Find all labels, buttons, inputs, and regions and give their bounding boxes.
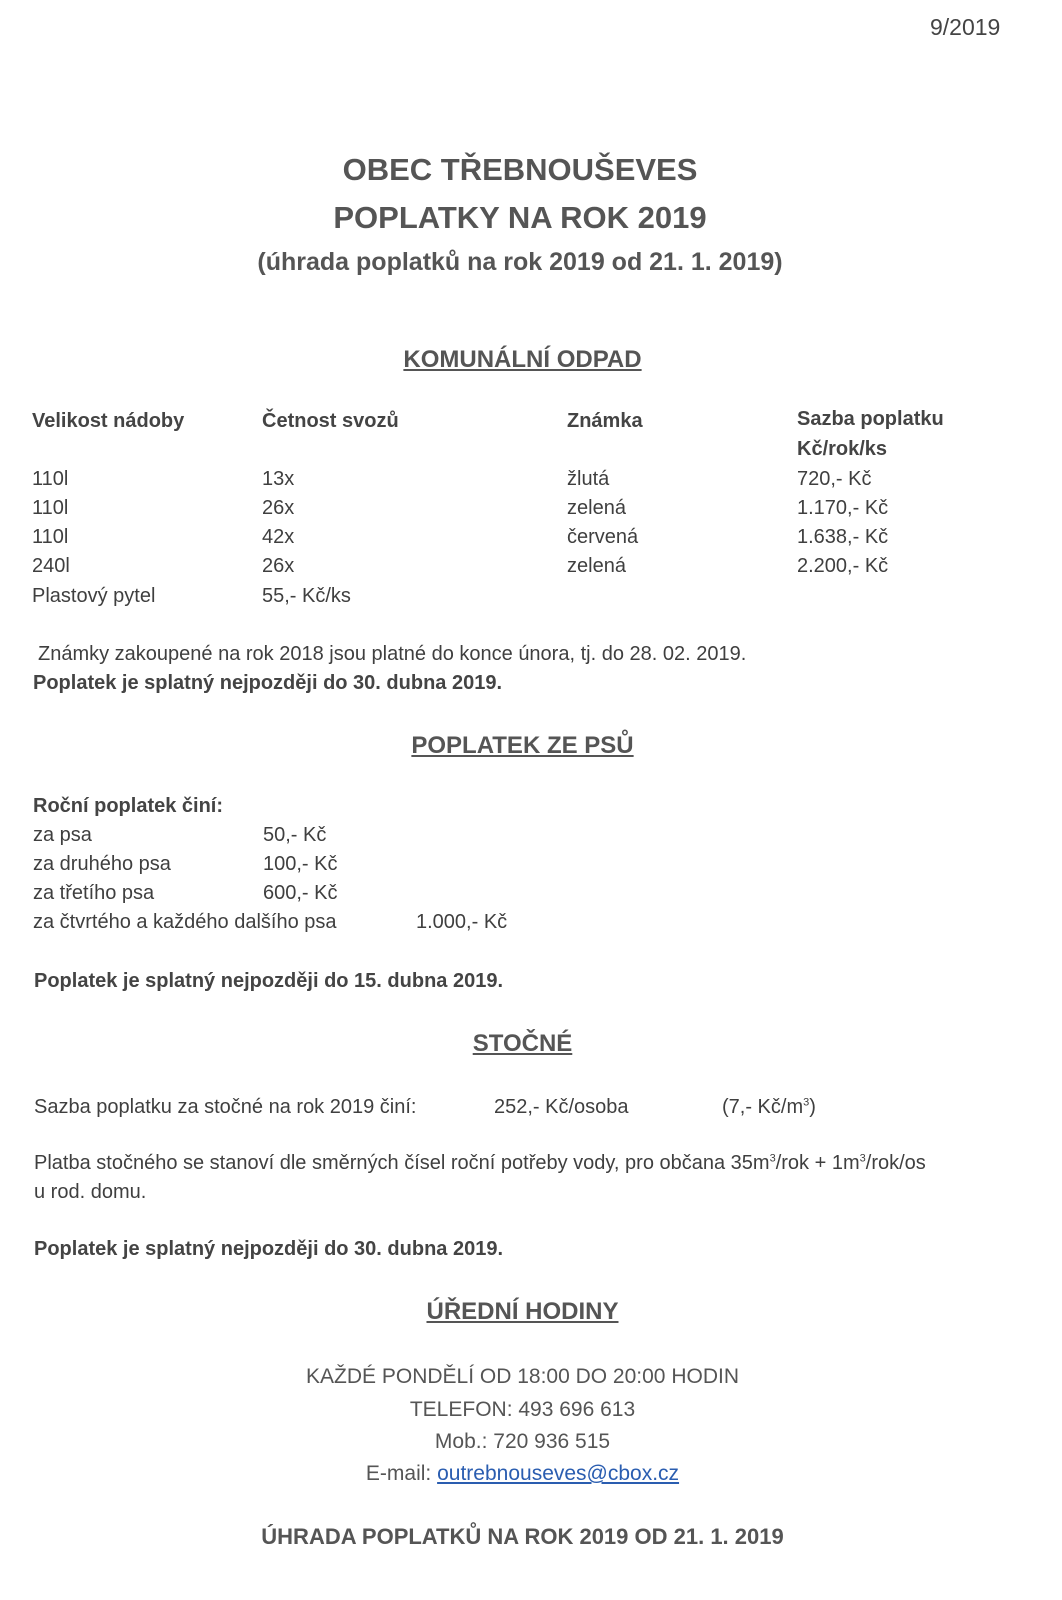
column-header-rate: Sazba poplatku: [797, 408, 944, 430]
table-cell-frequency: 26x: [262, 555, 295, 577]
title-municipality: OBEC TŘEBNOUŠEVES: [342, 152, 698, 187]
table-cell-frequency: 26x: [262, 497, 295, 519]
waste-due-date: Poplatek je splatný nejpozději do 30. dubna 2019.: [33, 672, 503, 694]
table-cell-rate: 1.170,- Kč: [797, 497, 889, 519]
sewage-due-date: Poplatek je splatný nejpozději do 30. dubna 2019.: [34, 1238, 504, 1260]
sewage-rate-unit-pre: (7,- Kč/m: [722, 1096, 804, 1118]
table-cell-sticker: žlutá: [567, 468, 610, 490]
sewage-payment-part-a: Platba stočného se stanoví dle směrných čísel roční potřeby vody, pro občana 35m: [34, 1152, 770, 1174]
sticker-validity-note: Známky zakoupené na rok 2018 jsou platné do konce února, tj. do 28. 02. 2019.: [38, 643, 747, 665]
sewage-payment-line2: u rod. domu.: [34, 1181, 147, 1203]
table-cell-size: 110l: [32, 468, 69, 490]
table-cell-frequency: 13x: [262, 468, 295, 490]
subtitle-payment-start: (úhrada poplatků na rok 2019 od 21. 1. 2019): [257, 248, 783, 276]
table-cell-sticker: červená: [567, 526, 639, 548]
dog-fee-label: za druhého psa: [33, 853, 171, 875]
dog-fee-label: za čtvrtého a každého dalšího psa: [33, 911, 337, 933]
office-email-line: [0, 1462, 1045, 1486]
table-cell-rate: 1.638,- Kč: [797, 526, 889, 548]
superscript: 3: [769, 1152, 776, 1165]
bag-price: 55,- Kč/ks: [262, 585, 351, 607]
table-cell-sticker: zelená: [567, 555, 626, 577]
table-cell-size: 240l: [32, 555, 70, 577]
table-cell-size: 110l: [32, 526, 69, 548]
section-heading-dogs: POPLATEK ZE PSŮ: [411, 732, 634, 759]
document-number: 9/2019: [930, 14, 1001, 40]
dog-fee-intro: Roční poplatek činí:: [33, 795, 224, 817]
table-cell-sticker: zelená: [567, 497, 626, 519]
sewage-rate-unit-post: ): [809, 1096, 816, 1118]
dog-fee-amount: 100,- Kč: [263, 853, 338, 875]
table-cell-rate: 2.200,- Kč: [797, 555, 889, 577]
email-label: E-mail:: [365, 1462, 438, 1485]
section-heading-office-hours: ÚŘEDNÍ HODINY: [426, 1298, 619, 1325]
superscript: 3: [803, 1096, 810, 1109]
dog-fee-label: za psa: [33, 824, 92, 846]
footer-payment-start: ÚHRADA POPLATKŮ NA ROK 2019 OD 21. 1. 2019: [261, 1524, 784, 1549]
sewage-payment-line1: [34, 1152, 926, 1175]
title-fees: POPLATKY NA ROK 2019: [333, 200, 707, 235]
column-header-rate-unit: Kč/rok/ks: [797, 438, 888, 460]
superscript: 3: [859, 1152, 866, 1165]
email-link[interactable]: outrebnouseves@cbox.cz: [437, 1462, 680, 1485]
sewage-rate-per-m3: [722, 1096, 816, 1119]
dog-fee-label: za třetího psa: [33, 882, 155, 904]
column-header-sticker: Známka: [567, 410, 643, 432]
table-cell-size: 110l: [32, 497, 69, 519]
office-hours-text: KAŽDÉ PONDĚLÍ OD 18:00 DO 20:00 HODIN: [306, 1365, 739, 1388]
sewage-payment-part-c: /rok/os: [865, 1152, 926, 1174]
dog-fee-amount: 600,- Kč: [263, 882, 338, 904]
sewage-rate-label: Sazba poplatku za stočné na rok 2019 činí:: [34, 1096, 417, 1118]
office-mobile: Mob.: 720 936 515: [434, 1430, 611, 1453]
section-heading-waste: KOMUNÁLNÍ ODPAD: [403, 346, 642, 373]
bag-label: Plastový pytel: [32, 585, 156, 607]
dog-fee-amount: 50,- Kč: [263, 824, 327, 846]
office-phone: TELEFON: 493 696 613: [409, 1398, 636, 1421]
sewage-payment-part-b: /rok + 1m: [775, 1152, 860, 1174]
table-cell-rate: 720,- Kč: [797, 468, 872, 490]
sewage-rate-value: 252,- Kč/osoba: [494, 1096, 629, 1118]
column-header-container-size: Velikost nádoby: [32, 410, 185, 432]
dog-fee-amount: 1.000,- Kč: [416, 911, 508, 933]
section-heading-sewage: STOČNÉ: [472, 1030, 573, 1057]
table-cell-frequency: 42x: [262, 526, 295, 548]
column-header-frequency: Četnost svozů: [262, 410, 399, 432]
dogs-due-date: Poplatek je splatný nejpozději do 15. dubna 2019.: [34, 970, 504, 992]
